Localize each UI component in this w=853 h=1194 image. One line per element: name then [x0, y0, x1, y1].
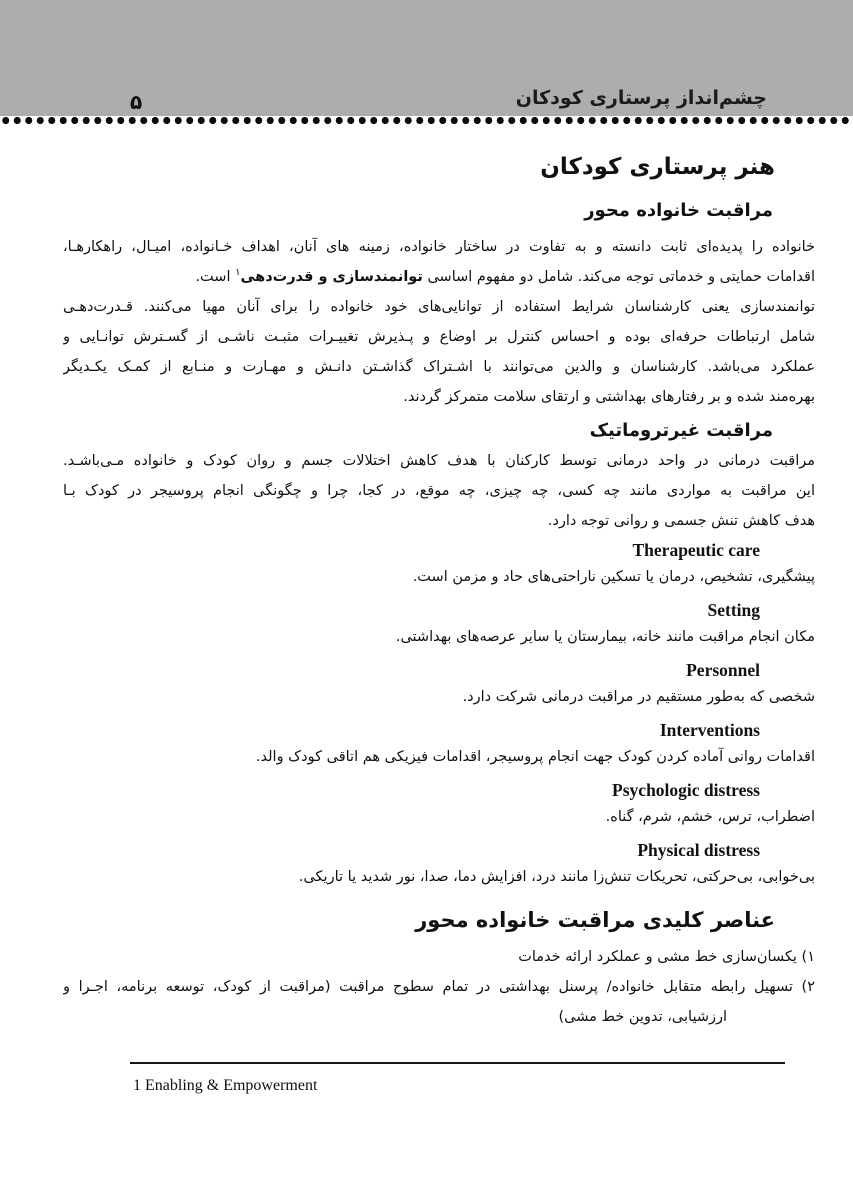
chapter-heading: هنر پرستاری کودکان	[540, 154, 775, 180]
paragraph-line: بهره‌مند شده و بر رفتارهای بهداشتی و ارتقای سلامت متمرکز گردند.	[403, 389, 815, 405]
paragraph-line: شامل ارتباطات حرفه‌ای بوده و احساس کنترل بر اوضاع و پـذیرش تغییـرات مثبـت ناشـی از گسـترش توانـایی و	[63, 329, 815, 345]
term-heading-en: Interventions	[659, 720, 760, 740]
key-elements-heading: عناصر کلیدی مراقبت خانواده محور	[415, 908, 775, 932]
text-segment: اقدامات حمایتی و خدماتی توجه می‌کند. شامل دو مفهوم اساسی	[422, 269, 815, 285]
paragraph-line: این مراقبت به مواردی مانند چه کسی، چه چیزی، چه موقع، در کجا، چرا و چگونگی انجام پروسیجر در کودک بـا	[63, 483, 815, 499]
footnote-marker: ۱	[235, 267, 241, 279]
term-definition-fa: اقدامات روانی آماده کردن کودک جهت انجام پروسیجر، اقدامات فیزیکی هم اتاقی کودک والد.	[255, 749, 815, 765]
paragraph-line	[63, 262, 815, 292]
running-head-title: چشم‌انداز پرستاری کودکان	[515, 87, 767, 109]
term-definition-fa: اضطراب، ترس، خشم، شرم، گناه.	[605, 809, 815, 825]
list-item-continuation: ارزشیابی، تدوین خط مشی)	[558, 1009, 727, 1025]
atraumatic-care-heading: مراقبت غیرتروماتیک	[589, 420, 773, 441]
paragraph-line: خانواده را پدیده‌ای ثابت دانسته و به تفاوت در ساختار خانواده، زمینه های آنان، اهداف خـانواده، امیـال، راهکارهـا،	[63, 239, 815, 255]
term-heading-en: Setting	[707, 600, 760, 620]
term-heading-en: Psychologic distress	[612, 780, 760, 800]
paragraph-3	[63, 446, 815, 536]
footnote-text: 1 Enabling & Empowerment	[133, 1077, 318, 1094]
list-item: ۱) یکسان‌سازی خط مشی و عملکرد ارائه خدمات	[518, 949, 815, 965]
page-number: ۵	[130, 90, 143, 114]
paragraph-2	[63, 292, 815, 412]
text-segment: است.	[195, 269, 236, 285]
term-definition-fa: بی‌خوابی، بی‌حرکتی، تحریکات تنش‌زا مانند درد، افزایش دما، صدا، نور شدید یا تاریکی.	[298, 869, 815, 885]
term-definition-fa: مکان انجام مراقبت مانند خانه، بیمارستان یا سایر عرصه‌های بهداشتی.	[395, 629, 815, 645]
term-block	[63, 538, 815, 592]
header-band	[0, 0, 853, 116]
paragraph-1	[63, 232, 815, 292]
term-block	[63, 598, 815, 652]
footnote-rule	[130, 1062, 785, 1064]
dotted-separator	[0, 115, 853, 126]
paragraph-line: مراقبت درمانی در واحد درمانی توسط کارکنان با هدف کاهش اختلالات جسم و روان کودک و خانواده مـی‌باشـد.	[63, 453, 815, 469]
page-content	[0, 152, 853, 1096]
term-block	[63, 718, 815, 772]
paragraph-line: هدف کاهش تنش جسمی و روانی توجه دارد.	[547, 513, 815, 529]
bold-key-terms: توانمندسازی و قدرت‌دهی	[240, 269, 423, 285]
term-heading-en: Therapeutic care	[632, 540, 760, 560]
term-block	[63, 658, 815, 712]
term-heading-en: Personnel	[686, 660, 760, 680]
paragraph-line: عملکرد می‌باشد. کارشناسان و والدین می‌توانند با اشـتراک گذاشـتن دانـش و مهـارت و منـابع از کمـک یکـدیگر	[63, 359, 815, 375]
key-elements-list	[63, 942, 815, 1032]
footnote-rule-wrap	[63, 1062, 815, 1064]
list-item: ۲) تسهیل رابطه متقابل خانواده/ پرسنل بهداشتی در تمام سطوح مراقبت (مراقبت از کودک، توسعه برنامه، اجـرا و	[63, 979, 815, 995]
term-block	[63, 778, 815, 832]
paragraph-line: توانمندسازی یعنی کارشناسان شرایط استفاده از توانایی‌های خود خانواده را برای آنان مهیا می‌کنند. قـدرت‌دهـی	[63, 299, 815, 315]
family-centered-care-heading: مراقبت خانواده محور	[584, 200, 773, 221]
term-block	[63, 838, 815, 892]
term-heading-en: Physical distress	[637, 840, 760, 860]
term-definition-fa: پیشگیری، تشخیص، درمان یا تسکین ناراحتی‌های حاد و مزمن است.	[412, 569, 815, 585]
term-definition-fa: شخصی که به‌طور مستقیم در مراقبت درمانی شرکت دارد.	[462, 689, 815, 705]
